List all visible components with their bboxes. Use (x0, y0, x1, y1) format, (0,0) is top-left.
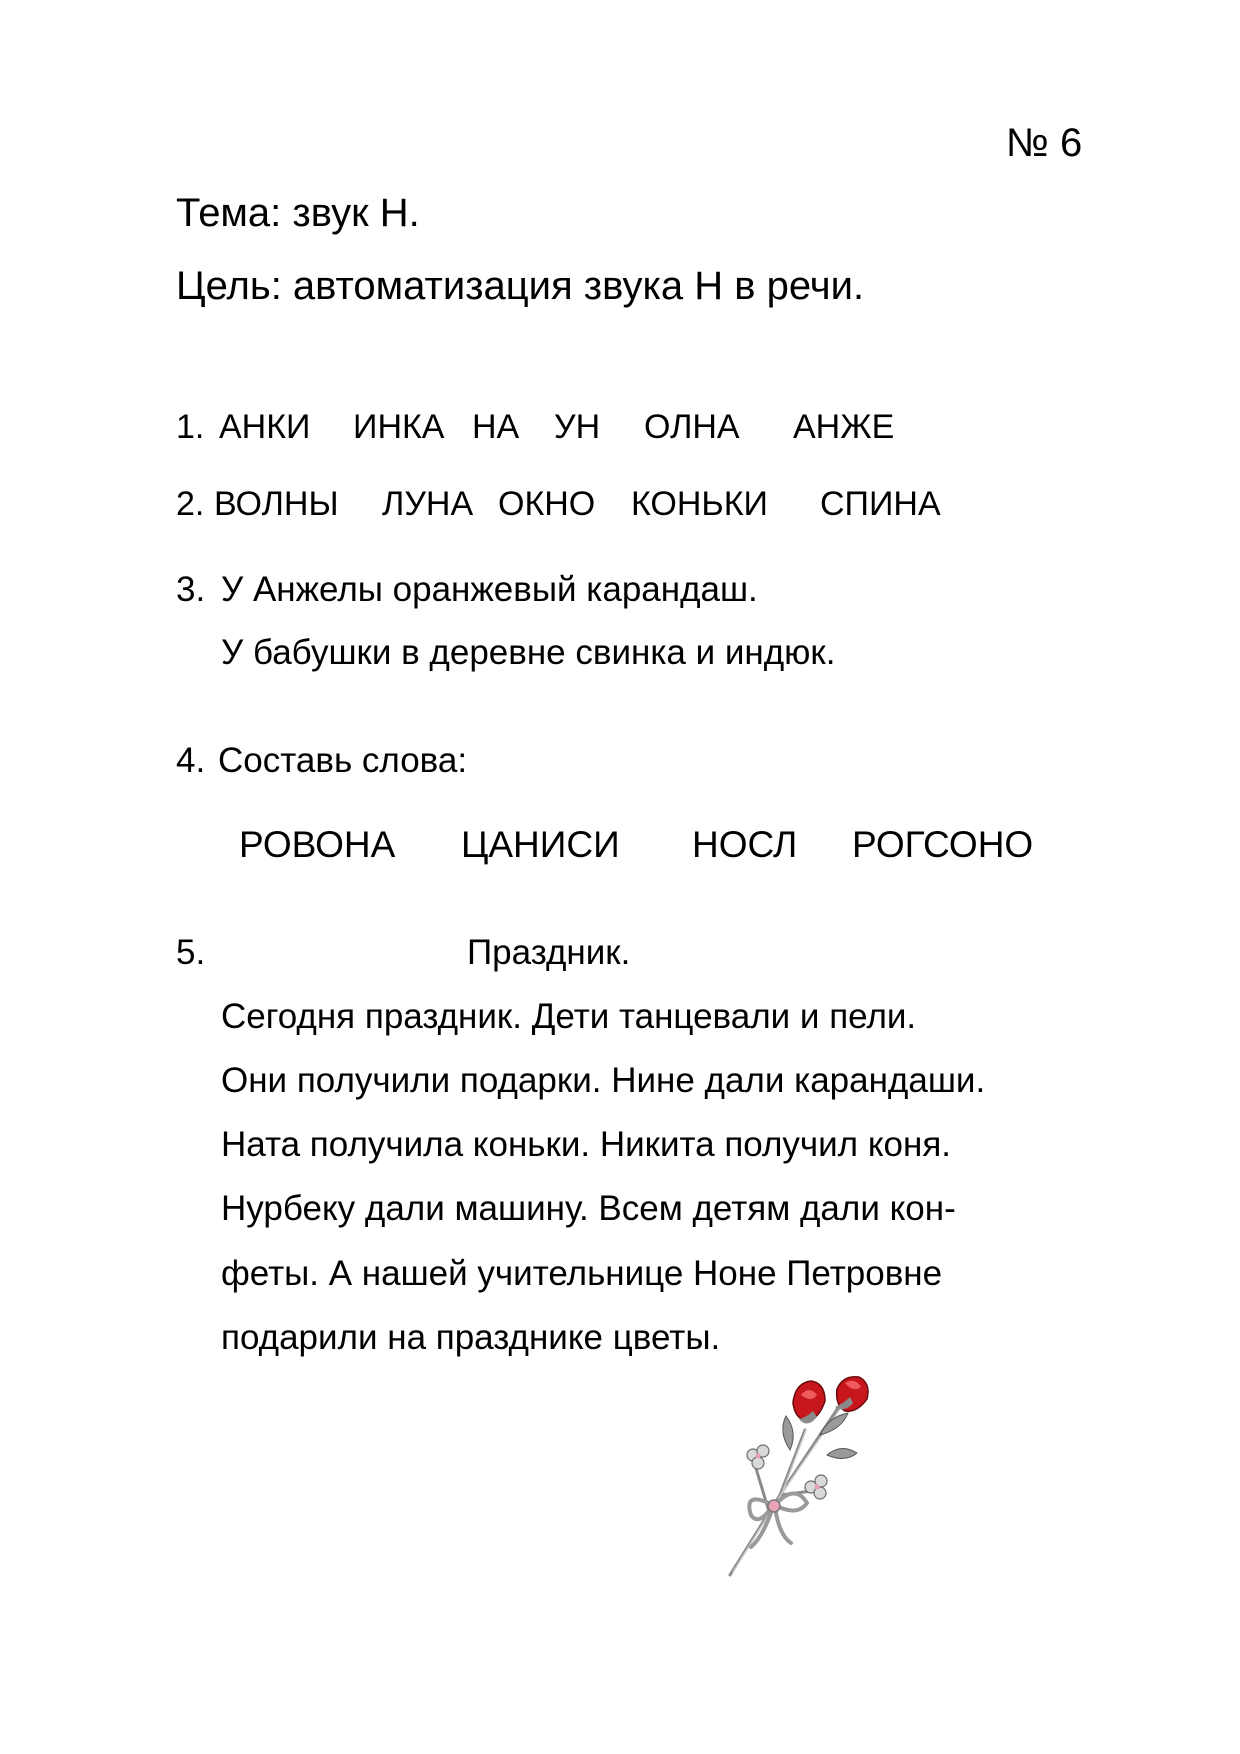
anagram-word: ЦАНИСИ (461, 824, 620, 865)
exercise-1-number: 1. (176, 408, 205, 446)
page-number: № 6 (1006, 121, 1083, 165)
story-line: Ната получила коньки. Никита получил коня. (221, 1125, 952, 1164)
goal-line: Цель: автоматизация звука Н в речи. (176, 264, 865, 308)
story-line: подарили на празднике цветы. (221, 1318, 721, 1357)
anagram-word: НОСЛ (692, 824, 798, 865)
exercise-1-word: ИНКА (353, 408, 445, 446)
exercise-4-number: 4. (176, 741, 206, 780)
story-line: Они получили подарки. Нине дали карандаши. (221, 1061, 986, 1100)
exercise-2-word: ОКНО (498, 485, 596, 523)
exercise-1-word: ОЛНА (644, 408, 740, 446)
exercise-4-instruction: Составь слова: (218, 741, 468, 780)
exercise-3-sentence: У бабушки в деревне свинка и индюк. (221, 633, 836, 672)
anagram-word: РОВОНА (239, 824, 396, 865)
topic-line: Тема: звук Н. (176, 191, 420, 235)
exercise-1-word: УН (554, 408, 601, 446)
exercise-2-word: СПИНА (820, 485, 941, 523)
roses-bouquet-icon (725, 1375, 910, 1580)
exercise-1-word: АНКИ (219, 408, 311, 446)
exercise-2-word: КОНЬКИ (631, 485, 768, 523)
story-title: Праздник. (467, 933, 631, 972)
exercise-2-number: 2. (176, 485, 205, 523)
exercise-5-number: 5. (176, 933, 206, 972)
exercise-3-sentence: У Анжелы оранжевый карандаш. (221, 570, 758, 609)
exercise-2-word: ЛУНА (382, 485, 474, 523)
story-line: Нурбеку дали машину. Всем детям дали кон- (221, 1189, 956, 1228)
exercise-2-word: ВОЛНЫ (214, 485, 339, 523)
story-line: Сегодня праздник. Дети танцевали и пели. (221, 997, 917, 1036)
exercise-1-word: НА (472, 408, 520, 446)
anagram-word: РОГСОНО (852, 824, 1034, 865)
story-line: феты. А нашей учительнице Ноне Петровне (221, 1254, 943, 1293)
exercise-1-word: АНЖЕ (793, 408, 895, 446)
exercise-3-number: 3. (176, 570, 206, 609)
